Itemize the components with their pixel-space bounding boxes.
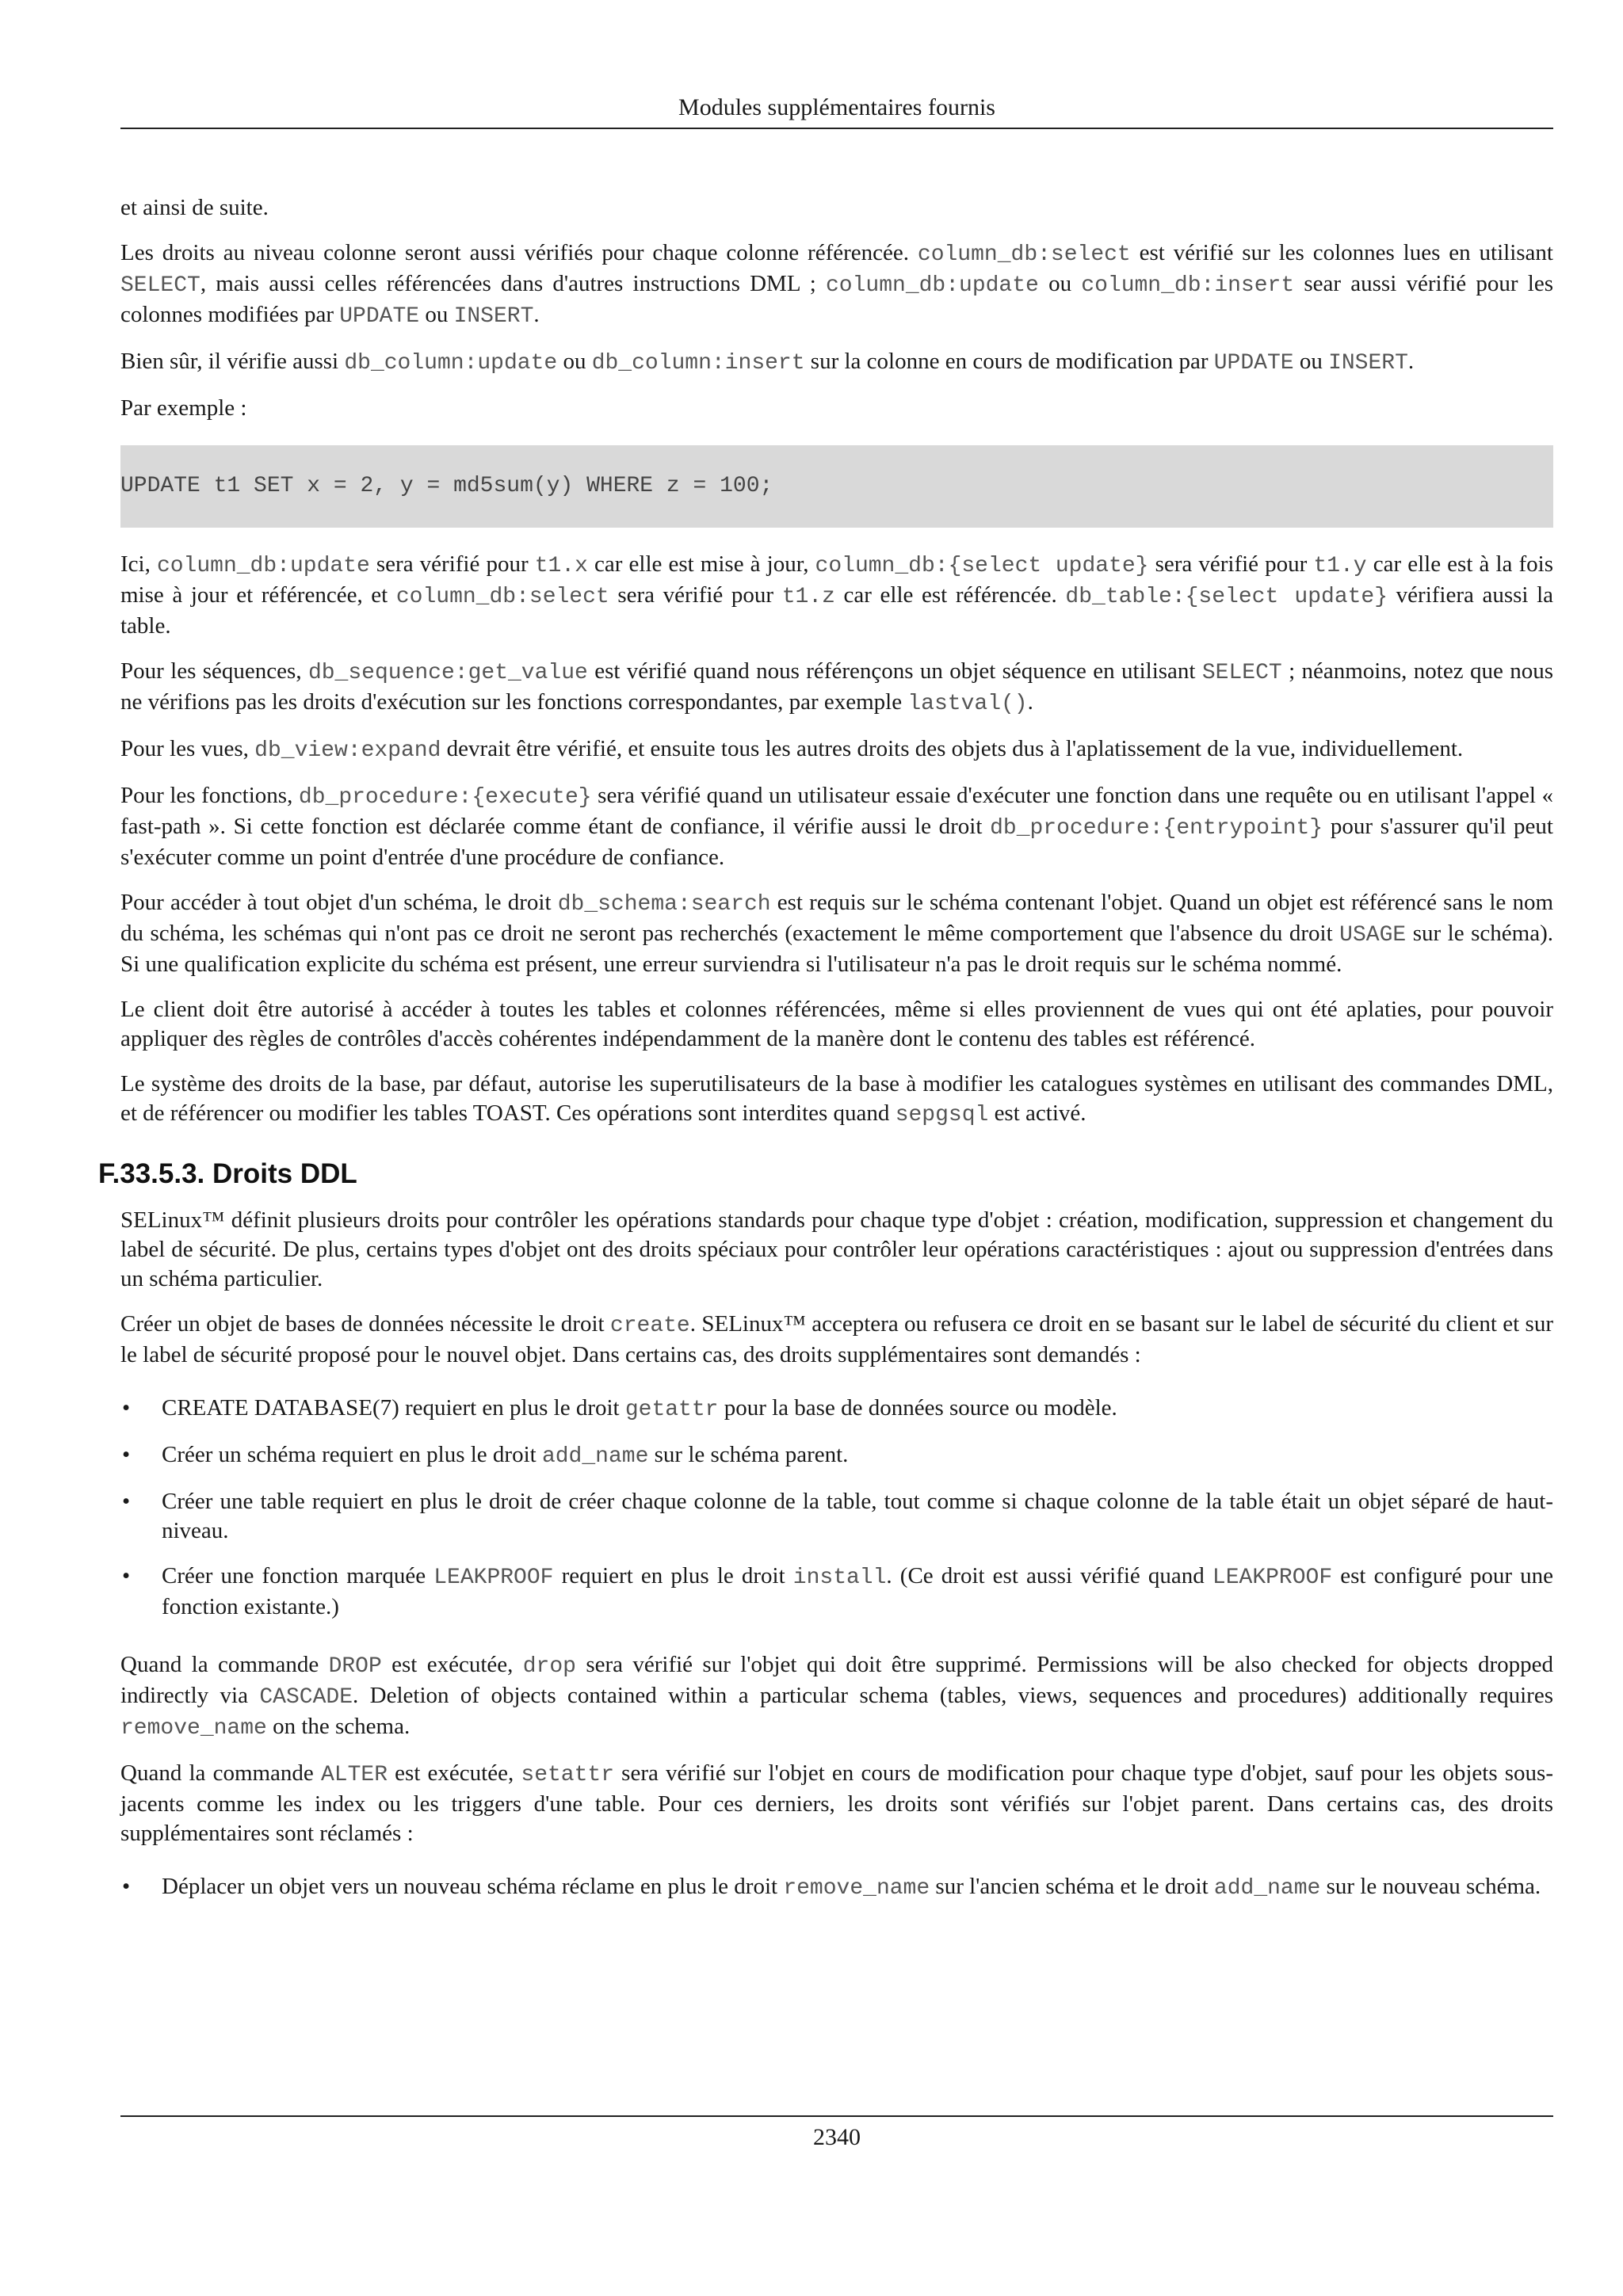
text: est exécutée,: [388, 1760, 521, 1786]
text: .: [1407, 349, 1415, 374]
inline-code: db_sequence:get_value: [307, 661, 588, 685]
text: Quand la commande: [120, 1760, 321, 1786]
inline-code: drop: [522, 1654, 576, 1679]
text: requiert en plus le droit: [553, 1563, 793, 1589]
paragraph-functions: [120, 781, 1553, 872]
text: pour la base de données source ou modèle.: [718, 1395, 1117, 1421]
text: devrait être vérifié, et ensuite tous les autres droits des objets dus à l'aplatissement de la vue, individuellement.: [441, 736, 1464, 761]
inline-code: DROP: [328, 1654, 382, 1679]
text: est exécutée,: [381, 1652, 523, 1677]
inline-code: INSERT: [453, 304, 534, 329]
inline-code: db_schema:search: [557, 892, 771, 917]
text: Le client doit être autorisé à accéder à toutes les tables et colonnes référencées, même si elles proviennent de vues qui ont été aplaties, pour pouvoir appliquer des règles de contrôles d'accès cohérentes indépendamment de la manère dont le contenu des tables est référencé.: [120, 997, 1553, 1051]
inline-code: lastval(): [907, 692, 1028, 716]
paragraph-column-rights: [120, 238, 1553, 331]
text: sur la colonne en cours de modification par: [804, 349, 1214, 374]
inline-code: add_name: [541, 1444, 649, 1469]
text: Pour les fonctions,: [120, 783, 299, 808]
paragraph-schema-search: [120, 888, 1553, 979]
text: Quand la commande: [120, 1652, 329, 1677]
list-item: [120, 1394, 1553, 1425]
paragraph-views: [120, 734, 1553, 765]
list-item: [120, 1487, 1553, 1546]
text: est vérifié quand nous référençons un objet séquence en utilisant: [587, 658, 1202, 684]
inline-code: SELECT: [120, 273, 200, 298]
code-block: UPDATE t1 SET x = 2, y = md5sum(y) WHERE z = 100;: [120, 445, 1553, 528]
inline-code: db_column:insert: [591, 351, 805, 376]
text: Bien sûr, il vérifie aussi: [120, 349, 345, 374]
text: . SELinux™ acceptera ou refusera ce droit en se basant sur le label de sécurité du client et sur le label de sécurité proposé pour le nouvel objet. Dans certains cas, des droits supplémentaires sont demandés :: [120, 1311, 1553, 1367]
text: ou: [419, 302, 454, 327]
paragraph-client-access: [120, 995, 1553, 1054]
inline-code: USAGE: [1339, 923, 1407, 948]
text: pour s'assurer qu'il peut s'exécuter comme un point d'entrée d'une procédure de confiance.: [120, 814, 1553, 870]
text: Le système des droits de la base, par défaut, autorise les superutilisateurs de la base à modifier les catalogues systèmes en utilisant des commandes DML, et de référencer ou modifier les tables TOAST. Ces opérations sont interdites quand: [120, 1071, 1553, 1126]
inline-code: SELECT: [1201, 661, 1282, 685]
paragraph-sequences: [120, 657, 1553, 719]
inline-code: db_procedure:{execute}: [298, 785, 592, 810]
text: sera vérifié sur l'objet qui doit être supprimé. Permissions will be also checked for objects dropped indirectly via: [120, 1652, 1553, 1708]
text: Pour les vues,: [120, 736, 255, 761]
bullet: •: [122, 1563, 131, 1589]
inline-code: t1.y: [1313, 554, 1367, 578]
inline-code: column_db:insert: [1081, 273, 1295, 298]
inline-code: remove_name: [783, 1876, 930, 1901]
page-number: 2340: [813, 2124, 861, 2150]
text: est requis sur le schéma contenant l'objet. Quand un objet est référencé sans le nom du schéma, les schémas qui n'ont pas ce droit ne seront pas recherchés (exactement le même comportement que l'absence du droit: [120, 890, 1554, 946]
text: sera vérifié pour: [609, 582, 782, 608]
text: .: [1027, 689, 1033, 715]
paragraph-modified-column: [120, 347, 1553, 378]
inline-code: LEAKPROOF: [1212, 1566, 1333, 1590]
text: sera vérifié sur l'objet en cours de modification pour chaque type d'objet, sauf pour les objets sous-jacents comme les index ou les triggers d'une table. Pour ces derniers, les droits sont vérifiés sur l'objet parent. Dans certains cas, des droits supplémentaires sont réclamés :: [120, 1760, 1553, 1846]
text: ou: [1038, 271, 1082, 296]
create-requirements-list: [120, 1394, 1553, 1622]
running-header: Modules supplémentaires fournis: [678, 94, 995, 120]
text: car elle est mise à jour,: [587, 551, 815, 577]
text: car elle est référencée.: [834, 582, 1066, 608]
text: Pour accéder à tout objet d'un schéma, le droit: [120, 890, 558, 915]
inline-code: sepgsql: [895, 1103, 989, 1127]
text: est activé.: [988, 1100, 1086, 1126]
paragraph-example-explanation: [120, 550, 1553, 641]
inline-code: INSERT: [1328, 351, 1408, 376]
inline-code: t1.x: [534, 554, 588, 578]
inline-code: LEAKPROOF: [433, 1566, 554, 1590]
inline-code: column_db:update: [156, 554, 370, 578]
text: sera vérifié pour: [369, 551, 535, 577]
text: est vérifié sur les colonnes lues en utilisant: [1130, 240, 1553, 265]
bullet: •: [122, 1442, 131, 1467]
text: Créer un objet de bases de données nécessite le droit: [120, 1311, 610, 1337]
text: sera vérifié pour: [1148, 551, 1314, 577]
text: ou: [557, 349, 592, 374]
inline-code: ALTER: [320, 1763, 388, 1787]
text: Les droits au niveau colonne seront aussi vérifiés pour chaque colonne référencée.: [120, 240, 918, 265]
inline-code: UPDATE: [1213, 351, 1294, 376]
inline-code: column_db:{select update}: [815, 554, 1149, 578]
text: on the schema.: [266, 1714, 411, 1739]
inline-code: getattr: [624, 1398, 719, 1422]
footer-rule: [120, 2115, 1553, 2117]
header-rule: [120, 128, 1553, 129]
text: .: [533, 302, 540, 327]
text: et ainsi de suite.: [120, 195, 269, 220]
text: CREATE DATABASE(7) requiert en plus le droit: [162, 1395, 625, 1421]
inline-code: t1.z: [781, 585, 835, 609]
bullet: •: [122, 1874, 131, 1899]
text: ou: [1293, 349, 1329, 374]
text: Créer une fonction marquée: [162, 1563, 434, 1589]
text: sur le schéma parent.: [648, 1442, 849, 1467]
inline-code: db_table:{select update}: [1065, 585, 1388, 609]
text: car elle est à la fois mise à jour et référencée, et: [120, 551, 1553, 608]
text: SELinux™ définit plusieurs droits pour contrôler les opérations standards pour chaque type d'objet : création, modification, suppression et changement du label de sécurité. De plus, certains types d'objet ont des droits spéciaux pour contrôler leur opérations caractéristiques : ajout ou suppression d'entrées dans un schéma particulier.: [120, 1207, 1553, 1291]
text: vérifiera aussi la table.: [120, 582, 1554, 639]
text: Créer une table requiert en plus le droit de créer chaque colonne de la table, tout comme si chaque colonne de la table était un objet séparé de haut-niveau.: [162, 1489, 1553, 1543]
text: est configuré pour une fonction existante.): [162, 1563, 1553, 1619]
inline-code: create: [609, 1314, 690, 1338]
page-content: [98, 193, 1554, 1932]
text: Par exemple :: [120, 395, 247, 421]
inline-code: CASCADE: [259, 1685, 353, 1710]
section-heading: F.33.5.3. Droits DDL: [98, 1158, 357, 1189]
text: sear aussi vérifié pour les colonnes modifiées par: [120, 271, 1554, 327]
inline-code: db_procedure:{entrypoint}: [990, 816, 1323, 841]
inline-code: column_db:select: [917, 242, 1131, 267]
text: sera vérifié quand un utilisateur essaie d'exécuter une fonction dans une requête ou en utilisant l'appel « fast-path ». Si cette fonction est déclarée comme étant de confiance, il vérifie aussi le droit: [120, 783, 1553, 839]
inline-code: column_db:select: [395, 585, 609, 609]
inline-code: install: [792, 1566, 887, 1590]
list-item: [120, 1562, 1553, 1622]
inline-code: remove_name: [120, 1716, 267, 1741]
inline-code: db_view:expand: [254, 738, 441, 763]
text: Créer un schéma requiert en plus le droit: [162, 1442, 542, 1467]
inline-code: db_column:update: [344, 351, 558, 376]
inline-code: setattr: [521, 1763, 615, 1787]
text: Ici,: [120, 551, 157, 577]
list-item: [120, 1872, 1553, 1903]
list-item: [120, 1440, 1553, 1471]
alter-requirements-list: [120, 1872, 1553, 1903]
text: Déplacer un objet vers un nouveau schéma réclame en plus le droit: [162, 1874, 784, 1899]
bullet: •: [122, 1395, 131, 1421]
text: sur l'ancien schéma et le droit: [930, 1874, 1214, 1899]
paragraph-selinux-rights: [120, 1206, 1553, 1294]
paragraph-drop: [120, 1650, 1553, 1743]
paragraph-create-right: [120, 1310, 1553, 1370]
paragraph-alter: [120, 1759, 1553, 1848]
paragraph-superusers: [120, 1070, 1553, 1130]
text: sur le nouveau schéma.: [1320, 1874, 1541, 1899]
text: sur le schéma). Si une qualification explicite du schéma est présent, une erreur surviendra si l'utilisateur n'a pas le droit requis sur le schéma nommé.: [120, 921, 1553, 977]
paragraph-continuation: [120, 193, 1553, 223]
paragraph-example-intro: [120, 394, 1553, 423]
text: ; néanmoins, notez que nous ne vérifions pas les droits d'exécution sur les fonctions correspondantes, par exemple: [120, 658, 1553, 715]
inline-code: add_name: [1213, 1876, 1321, 1901]
text: Pour les séquences,: [120, 658, 308, 684]
text: . (Ce droit est aussi vérifié quand: [886, 1563, 1212, 1589]
inline-code: UPDATE: [339, 304, 420, 329]
inline-code: column_db:update: [826, 273, 1039, 298]
bullet: •: [122, 1489, 131, 1514]
text: . Deletion of objects contained within a particular schema (tables, views, sequences and procedures) additionally requires: [353, 1683, 1553, 1708]
text: , mais aussi celles référencées dans d'autres instructions DML ;: [200, 271, 826, 296]
